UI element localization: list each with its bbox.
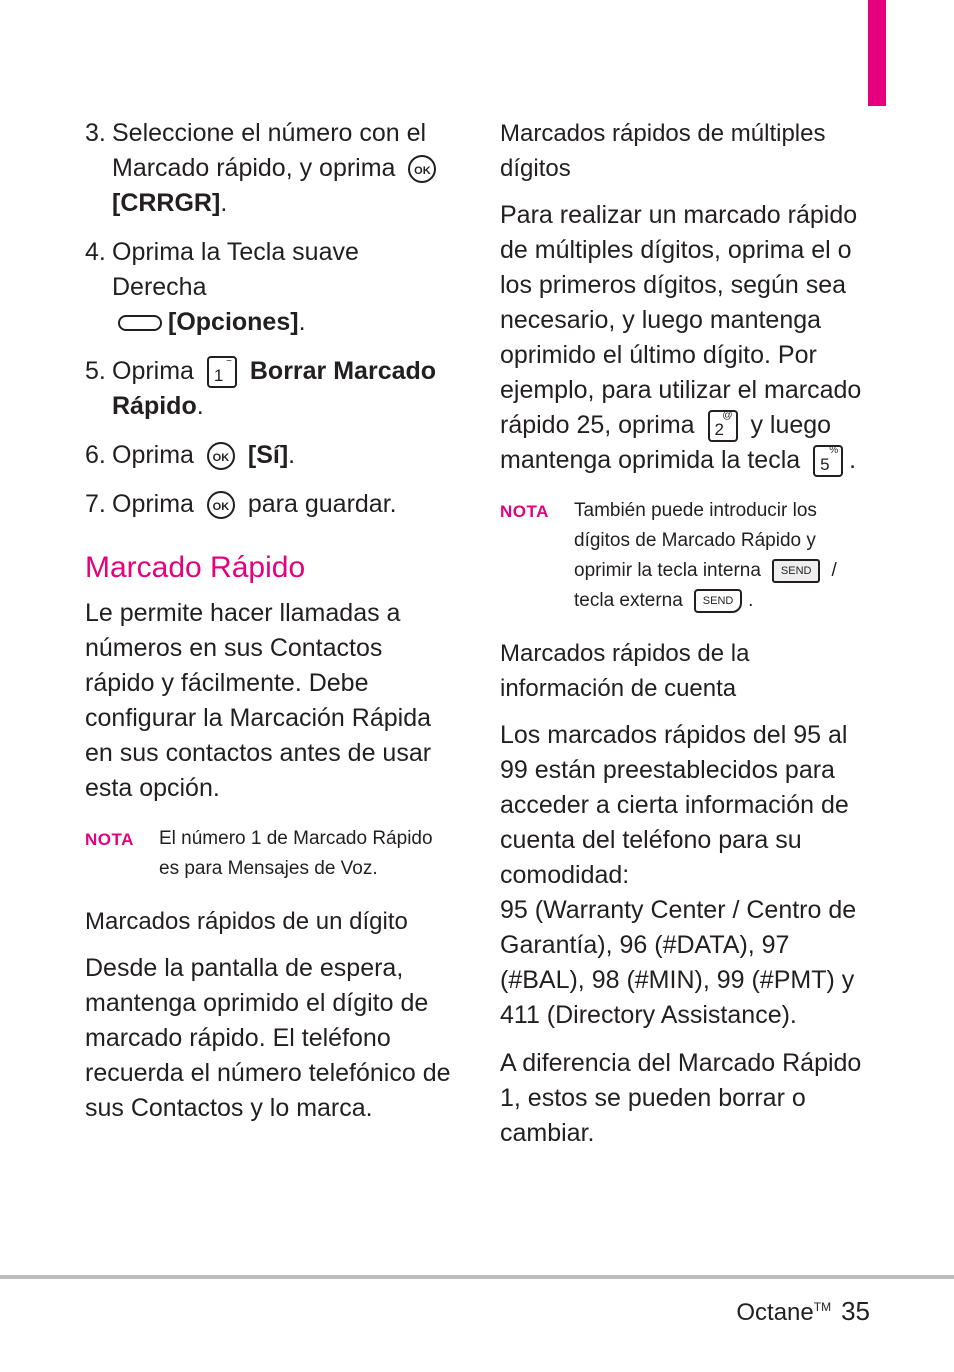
trademark: TM <box>813 1300 832 1314</box>
send-key-external-icon: SEND <box>694 589 742 613</box>
ok-key-icon: OK <box>408 155 436 183</box>
key-2-icon: @ 2 <box>708 410 738 442</box>
key-1-icon: ~ 1 <box>207 356 237 388</box>
step-6: 6. Oprima OK [Sí]. <box>85 441 296 469</box>
account-info-paragraph: Los marcados rápidos del 95 al 99 están preestablecidos para acceder a cierta información de cuenta del teléfono para su comodidad: 95 (Warranty Center / Centro de Garantía), 96 (#DATA), 97 (#BAL), 98 (#MIN), 99 (#PMT) y 411 (Directory Assistance). <box>500 721 857 1029</box>
page-footer <box>736 1290 870 1330</box>
page-number: 35 <box>841 1296 870 1326</box>
right-soft-key-icon <box>118 315 162 331</box>
right-column <box>500 116 870 1164</box>
subheading-account-info: Marcados rápidos de la información de cuenta <box>500 640 750 702</box>
step-4: 4. Oprima la Tecla suave Derecha [Opciones]. <box>85 238 359 336</box>
send-key-internal-icon: SEND <box>772 559 820 583</box>
step-5: 5. Oprima ~ 1 Borrar Marcado Rápido. <box>85 356 437 420</box>
footer-rule <box>0 1275 954 1279</box>
step-3: 3. Seleccione el número con el Marcado rápido, y oprima OK [CRRGR]. <box>85 116 455 221</box>
section-tab <box>868 0 886 106</box>
note-label: NOTA <box>500 502 549 521</box>
note-voicemail: NOTA El número 1 de Marcado Rápido es para Mensajes de Voz. <box>85 824 455 884</box>
key-5-icon: % 5 <box>813 445 843 477</box>
step-7: 7. Oprima OK para guardar. <box>85 490 397 518</box>
left-column <box>85 116 455 1139</box>
section-title: Marcado Rápido <box>85 551 306 584</box>
brand-name: Octane <box>736 1299 814 1326</box>
note-label: NOTA <box>85 830 134 849</box>
multi-digit-paragraph: Para realizar un marcado rápido de múltiples dígitos, oprima el o los primeros dígitos, según sea necesario, y luego mantenga oprimido el último dígito. Por ejemplo, para utilizar el marcado rápido 25, oprima @ 2 y luego mantenga oprimida la tecla % 5 . <box>500 198 870 478</box>
ok-key-icon: OK <box>207 442 235 470</box>
ok-key-icon: OK <box>207 491 235 519</box>
account-info-note: A diferencia del Marcado Rápido 1, estos se pueden borrar o cambiar. <box>500 1049 862 1147</box>
note-send-key: NOTA También puede introducir los dígitos de Marcado Rápido y oprimir la tecla interna SEND / tecla externa SEND . <box>500 496 870 616</box>
single-digit-paragraph: Desde la pantalla de espera, mantenga oprimido el dígito de marcado rápido. El teléfono recuerda el número telefónico de sus Contactos y lo marca. <box>85 954 451 1122</box>
subheading-single-digit: Marcados rápidos de un dígito <box>85 908 408 935</box>
intro-paragraph: Le permite hacer llamadas a números en sus Contactos rápido y fácilmente. Debe configurar la Marcación Rápida en sus contactos antes de usar esta opción. <box>85 599 432 802</box>
subheading-multi-digit: Marcados rápidos de múltiples dígitos <box>500 120 826 182</box>
